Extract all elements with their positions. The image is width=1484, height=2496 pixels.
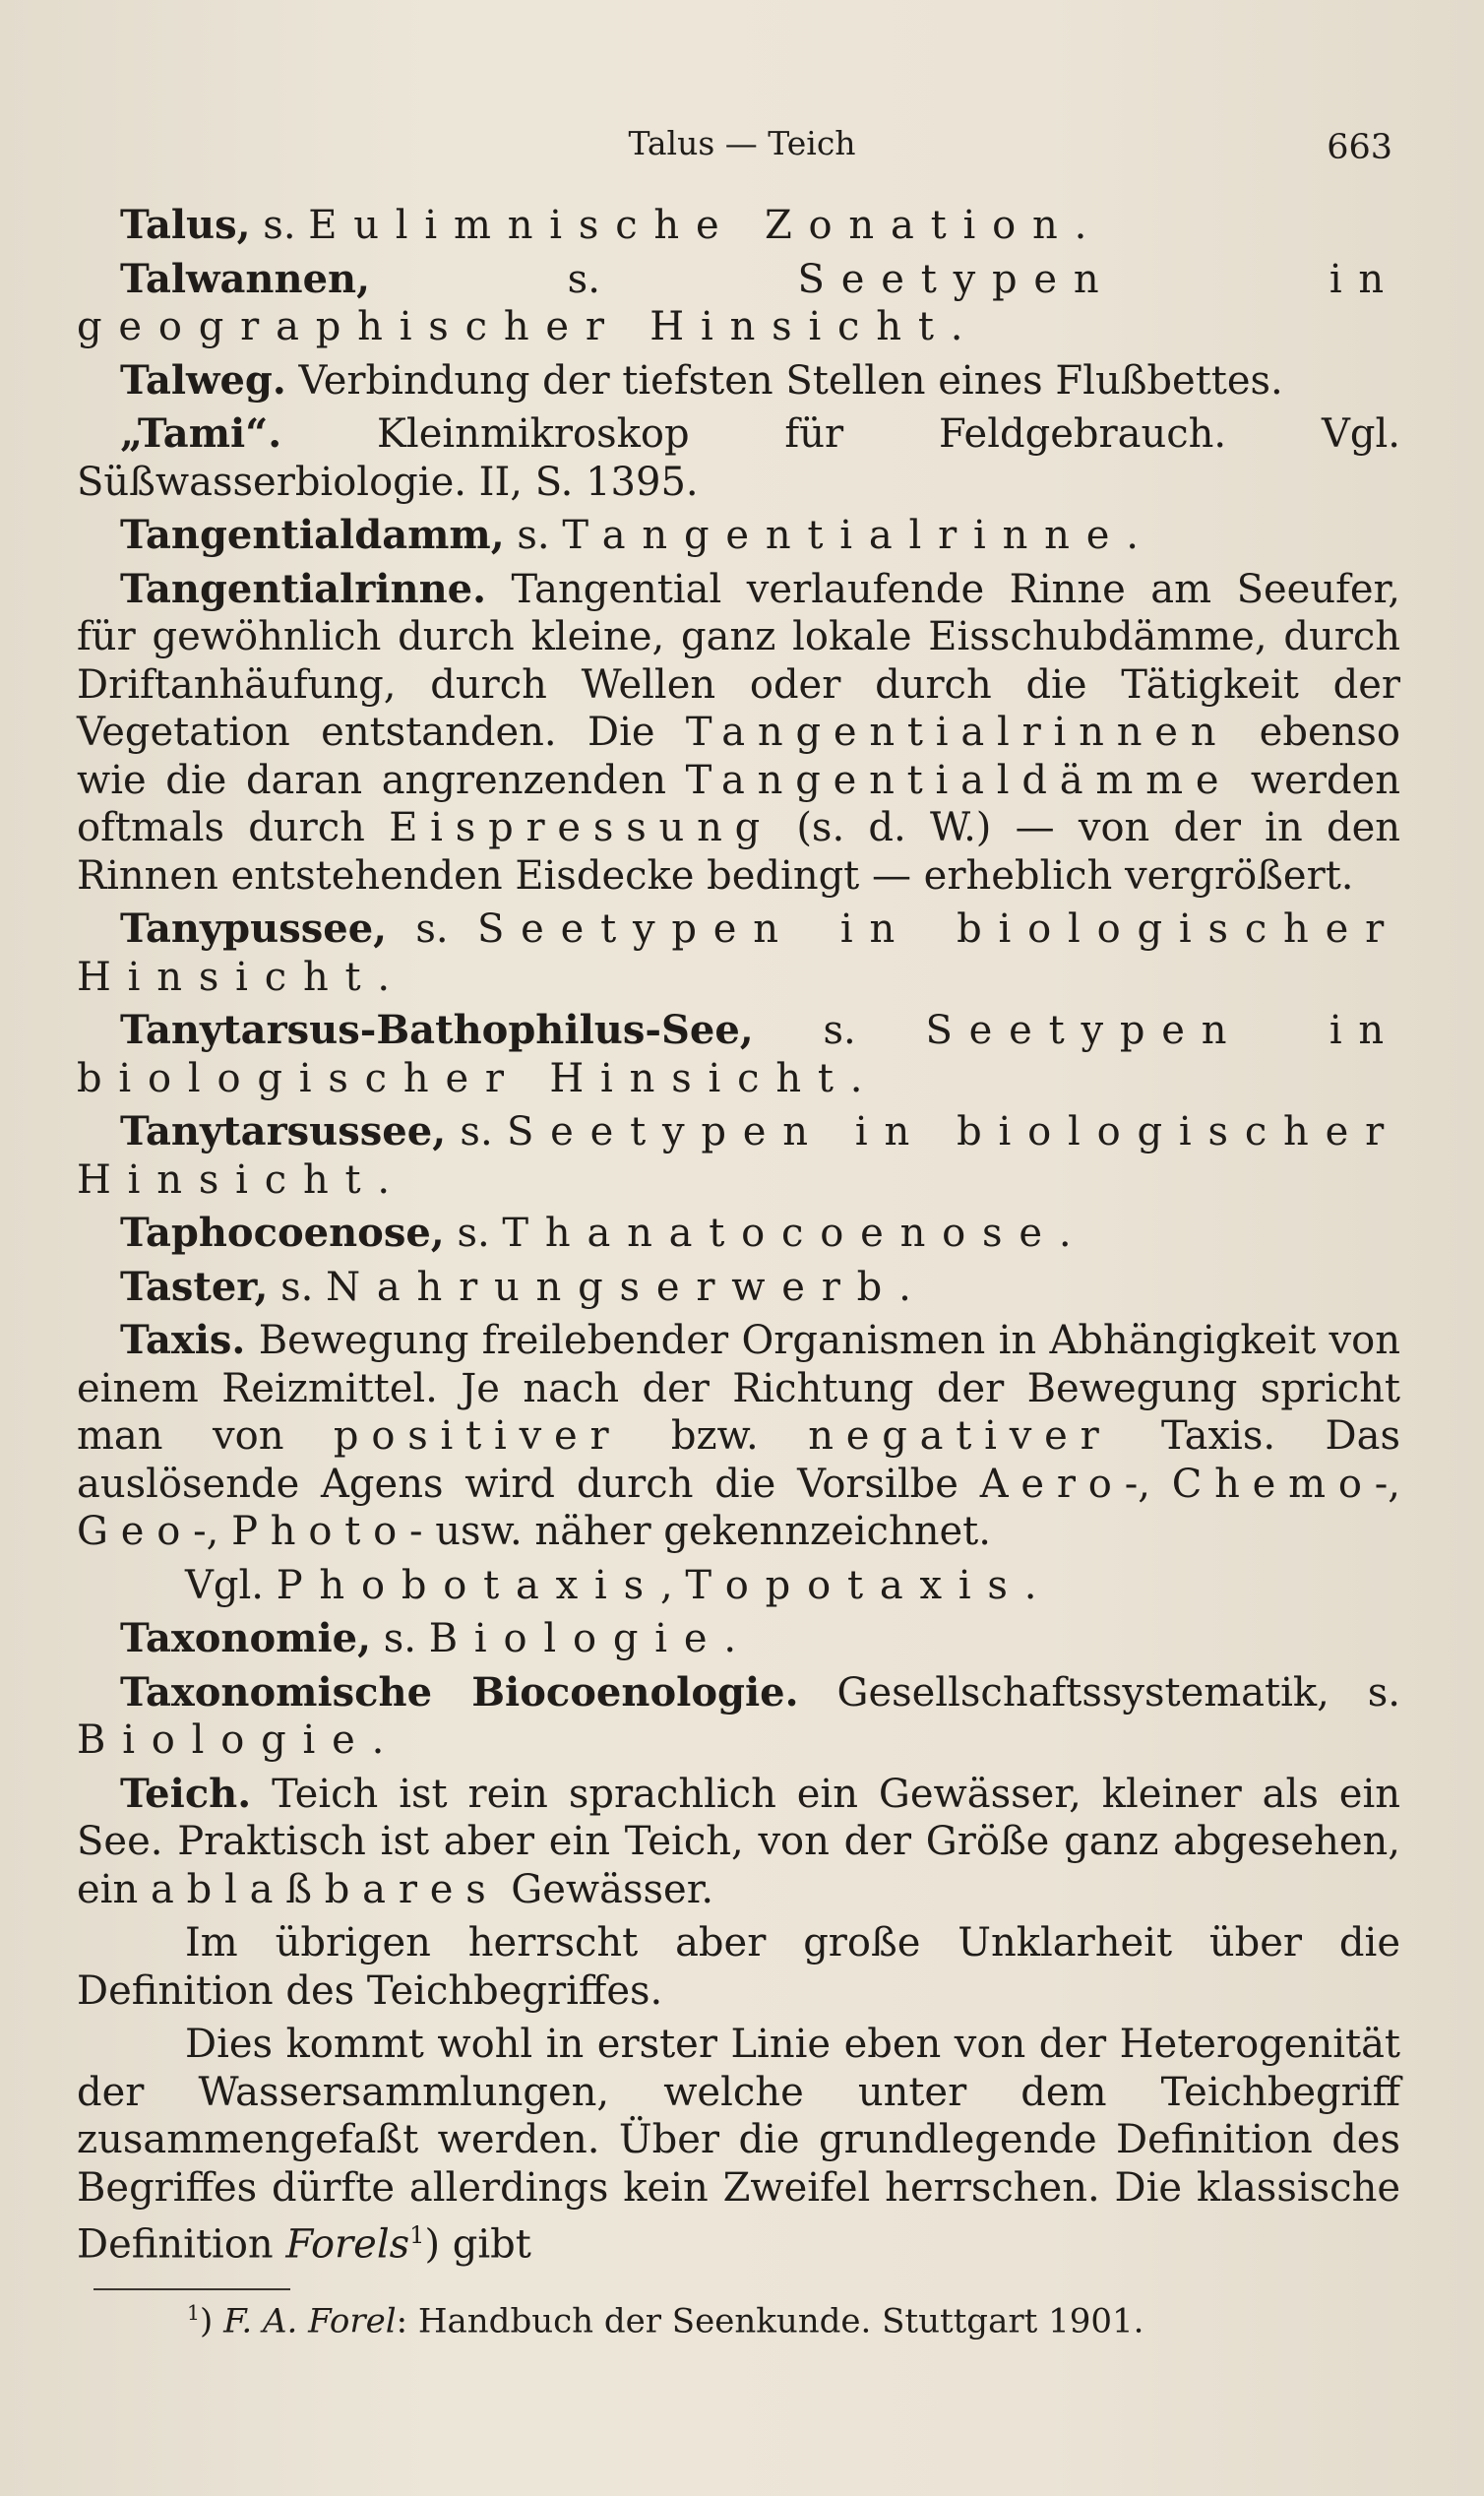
entry-term: Talwannen, — [120, 255, 371, 302]
page-number: 663 — [1327, 128, 1392, 167]
entry-text: Gewässer. — [498, 1866, 714, 1912]
entry-term: Talweg. — [120, 356, 286, 404]
spaced-emphasis: negativer — [808, 1413, 1112, 1459]
entry-text: . — [898, 1264, 911, 1310]
spaced-emphasis: Tangentialrinnen — [685, 710, 1229, 755]
entry-text: . — [723, 1616, 737, 1661]
entry-text: . — [1074, 203, 1087, 248]
entry-term: Taxonomische Biocoenologie. — [120, 1668, 799, 1716]
entry-text: . — [1058, 1211, 1072, 1256]
cross-reference: Seetypen in biologischer Hinsicht — [77, 906, 1400, 1000]
entry-taster — [77, 1264, 1400, 1312]
entry-text: werden oftmals durch — [77, 757, 1400, 850]
entry-teich — [77, 1771, 1400, 1914]
cross-reference: Tangentialrinne — [562, 513, 1127, 558]
footnote-marker: 1 — [187, 2301, 200, 2325]
entry-tami — [77, 410, 1400, 506]
entry-tanypussee — [77, 905, 1400, 1001]
entry-term: Tangentialdamm, — [120, 512, 505, 558]
entry-text: -, — [193, 1509, 232, 1554]
spaced-emphasis: Photo — [231, 1509, 409, 1554]
entry-term: Teich. — [120, 1770, 252, 1817]
entry-term: Taxis. — [120, 1317, 246, 1363]
spaced-emphasis: Tangentialdämme — [685, 757, 1232, 803]
cross-reference: Phobotaxis — [276, 1562, 660, 1608]
entry-text: Verbindung der tiefsten Stellen eines Flußbettes. — [285, 357, 1283, 404]
cross-reference: Eulimnische Zonation — [308, 203, 1075, 248]
entry-tangentialdamm — [77, 512, 1400, 560]
entry-teich-p3 — [77, 2021, 1400, 2269]
entry-text: Vgl. — [185, 1562, 277, 1608]
entry-text: Gesellschaftssystematik, s. — [798, 1669, 1401, 1716]
entry-text: , — [659, 1562, 686, 1608]
entry-text: Im übrigen herrscht aber große Unklarheit über die Definition des Teichbegriffes. — [77, 1920, 1400, 2014]
cross-reference: Topotaxis — [685, 1562, 1024, 1608]
entry-term: Taphocoenose, — [120, 1210, 445, 1256]
cross-reference: Biologie — [77, 1717, 372, 1763]
entry-tanytarsussee — [77, 1108, 1400, 1204]
entry-text: -, — [1124, 1461, 1172, 1507]
entry-talus — [77, 202, 1400, 250]
entry-text: s. — [504, 513, 563, 558]
entry-text: Dies kommt wohl in erster Linie eben von der Heterogenität der Wassersammlungen, welche unter dem Teichbegriff zusammengefaßt werden. Über die grundlegende Definition des Begriffes dürfte allerdings kein Zweifel herrschen. Die klassische Definition — [77, 2022, 1400, 2268]
entry-taxis — [77, 1317, 1400, 1556]
entry-text: . — [377, 1156, 391, 1203]
entry-term: Tanytarsussee, — [120, 1108, 447, 1154]
dictionary-entries — [77, 202, 1400, 2275]
italic-name: Forels — [285, 2221, 410, 2268]
entry-text: . — [950, 304, 963, 349]
entry-term: Tangentialrinne. — [120, 565, 487, 612]
entry-text: . — [849, 1055, 863, 1101]
cross-reference: Thanatocoenose — [502, 1211, 1059, 1256]
entry-text: Teich ist rein sprachlich ein Gewässer, kleiner als ein See. Praktisch ist aber ein Teich, von der Größe ganz abgesehen, ein — [77, 1771, 1400, 1912]
entry-text: s. — [371, 1616, 429, 1661]
entry-taphocoenose — [77, 1210, 1400, 1258]
entry-talwannen — [77, 256, 1400, 351]
entry-term: Taxonomie, — [120, 1615, 372, 1661]
entry-text: s. — [268, 1264, 327, 1310]
entry-text: (s. d. W.) — von der in den Rinnen entstehenden Eisdecke bedingt — erheblich vergrößert. — [77, 805, 1401, 899]
entry-text: - usw. näher gekennzeichnet. — [408, 1509, 991, 1554]
entry-taxis-vgl — [77, 1562, 1400, 1610]
entry-text: Bewegung freilebender Organismen in Abhängigkeit von einem Reizmittel. Je nach der Richtung der Bewegung spricht man von — [77, 1318, 1400, 1459]
entry-taxonomie — [77, 1615, 1400, 1663]
entry-text: s. — [446, 1109, 507, 1154]
footnote-rule — [93, 2288, 290, 2290]
entry-text: Kleinmikroskop für Feldgebrauch. Vgl. Süßwasserbiologie. II, S. 1395. — [77, 411, 1400, 505]
spaced-emphasis: ablaßbares — [150, 1866, 499, 1912]
footnote-ref: 1 — [409, 2221, 425, 2249]
spaced-emphasis: Chemo — [1171, 1461, 1375, 1507]
entry-text: s. — [753, 1008, 926, 1053]
entry-term: „Tami“. — [120, 410, 282, 457]
entry-term: Tanypussee, — [120, 905, 388, 952]
spaced-emphasis: Aero — [979, 1461, 1125, 1507]
entry-text: -, — [1374, 1461, 1401, 1507]
footnote: $^1$) F. A. Forel: Handbuch der Seenkunde. Stuttgart 1901. — [187, 2301, 1144, 2341]
entry-text: . — [377, 954, 391, 1000]
entry-term: Taster, — [120, 1263, 269, 1310]
entry-text: Tangential verlaufende Rinne am Seeufer, für gewöhnlich durch kleine, ganz lokale Eisschubdämme, durch Driftanhäufung, durch Wellen oder durch die Tätigkeit der Vegetation entstanden. Die — [77, 566, 1400, 755]
entry-text: s. — [444, 1211, 503, 1256]
entry-text: s. — [250, 203, 309, 248]
footnote-text: : Handbuch der Seenkunde. Stuttgart 1901. — [396, 2301, 1144, 2341]
entry-text: . — [371, 1717, 385, 1763]
entry-text: ebenso wie die daran angrenzenden — [77, 710, 1400, 803]
entry-tangentialrinne — [77, 566, 1400, 901]
entry-text: s. — [387, 906, 477, 952]
cross-reference: Nahrungserwerb — [326, 1264, 899, 1310]
entry-text: Taxis. Das auslösende Agens wird durch die Vorsilbe — [77, 1413, 1400, 1507]
entry-text: . — [1126, 513, 1139, 558]
entry-teich-p2 — [77, 1919, 1400, 2015]
spaced-emphasis: Geo — [77, 1509, 194, 1554]
entry-term: Tanytarsus-Bathophilus-See, — [120, 1007, 754, 1053]
entry-talweg — [77, 357, 1400, 406]
page-header — [0, 120, 1484, 169]
cross-reference: Seetypen in geographischer Hinsicht — [77, 256, 1400, 349]
spaced-emphasis: positiver — [333, 1413, 622, 1459]
entry-text: . — [1023, 1562, 1037, 1608]
spaced-emphasis: Eispressung — [389, 805, 773, 850]
entry-taxonomische — [77, 1669, 1400, 1765]
cross-reference: Biologie — [428, 1616, 724, 1661]
running-title: Talus — Teich — [628, 124, 856, 162]
entry-text: ) gibt — [424, 2221, 531, 2268]
cross-reference: Seetypen in biologischer Hinsicht — [77, 1109, 1400, 1203]
entry-term: Talus, — [120, 202, 251, 248]
entry-text: s. — [370, 256, 798, 302]
entry-tanytarsus-bathophilus — [77, 1007, 1400, 1102]
footnote-author: F. A. Forel — [223, 2301, 397, 2341]
entry-text: bzw. — [621, 1413, 809, 1459]
cross-reference: Seetypen in biologischer Hinsicht — [77, 1008, 1400, 1101]
